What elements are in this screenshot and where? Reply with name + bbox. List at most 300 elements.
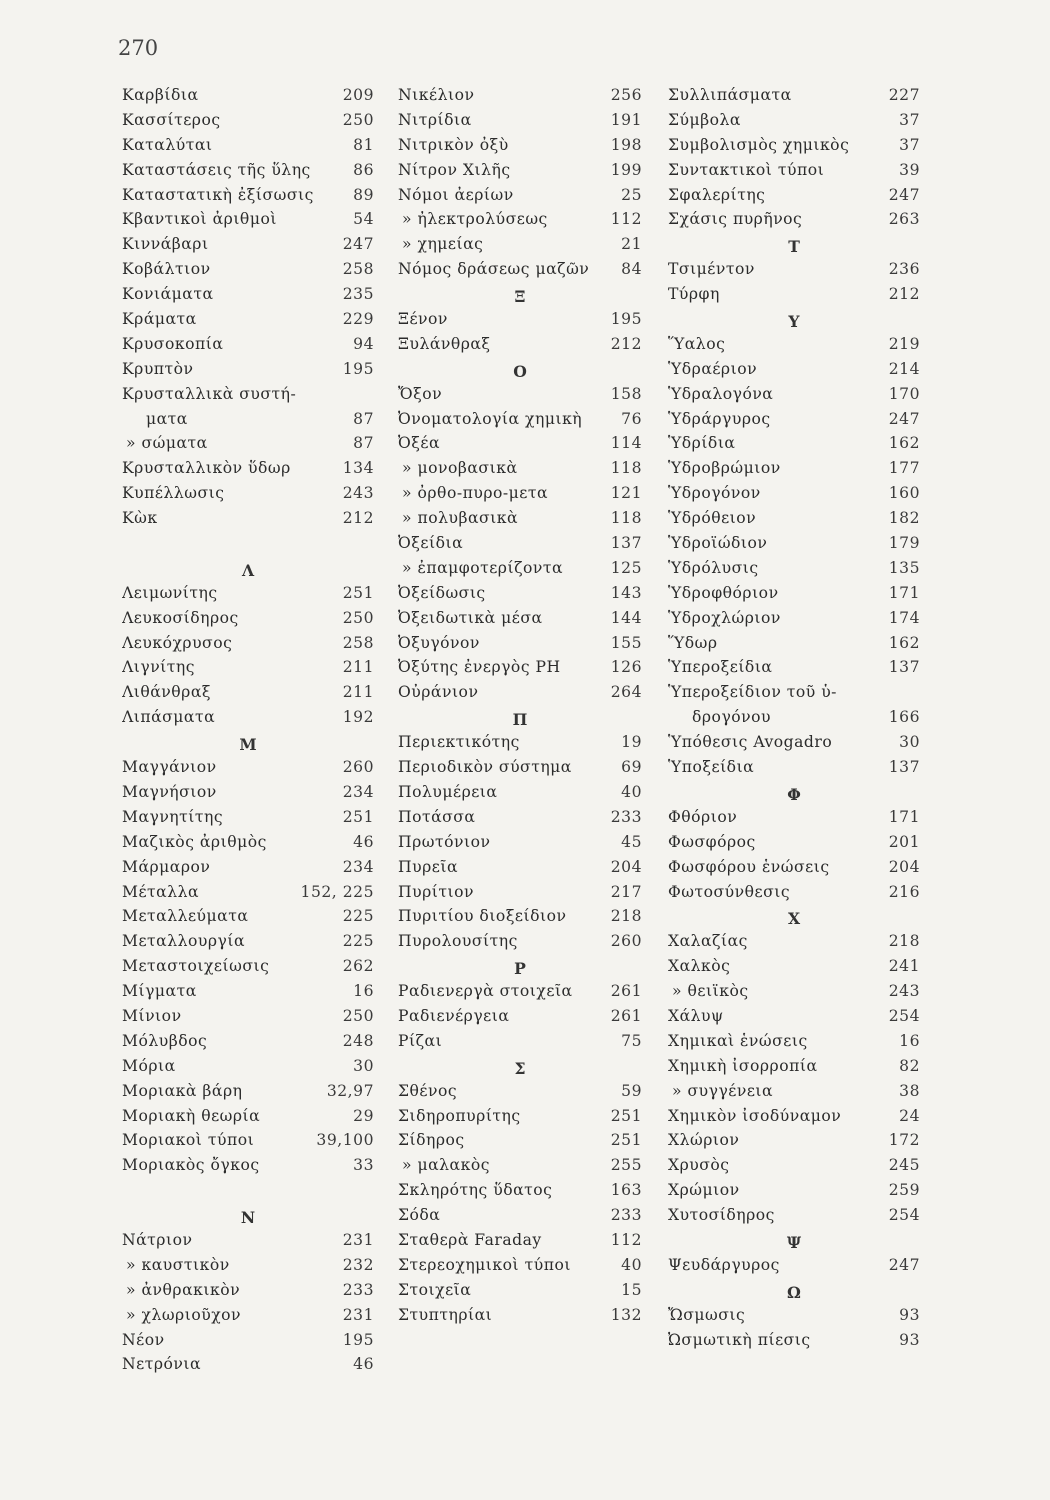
index-pages: 75 xyxy=(621,1031,642,1050)
index-entry xyxy=(668,260,920,285)
index-term: Ψευδάργυρος xyxy=(668,1255,780,1274)
index-term: Ὑδρόθειον xyxy=(668,509,757,528)
index-column-3 xyxy=(668,86,920,1355)
index-term: Ξυλάνθραξ xyxy=(398,334,491,353)
section-letter: Χ xyxy=(787,909,801,929)
index-pages: 198 xyxy=(610,135,642,154)
index-term: Ὑδροφθόριον xyxy=(668,583,779,602)
index-entry xyxy=(122,1032,374,1057)
index-pages: 39,100 xyxy=(316,1131,374,1150)
index-pages: 231 xyxy=(342,1305,374,1324)
index-pages: 214 xyxy=(888,359,920,378)
index-pages: 261 xyxy=(610,1006,642,1025)
index-term: Κρυσταλλικὰ συστή- xyxy=(122,384,297,403)
index-pages: 225 xyxy=(342,932,374,951)
index-pages: 132 xyxy=(610,1305,642,1324)
index-entry xyxy=(398,1107,642,1132)
index-term: Μόρια xyxy=(122,1056,176,1075)
index-pages: 251 xyxy=(342,807,374,826)
index-term: Φθόριον xyxy=(668,807,738,826)
section-letter: Φ xyxy=(787,784,801,804)
index-pages: 211 xyxy=(342,658,374,677)
index-entry xyxy=(398,335,642,360)
index-term: Κρυπτὸν xyxy=(122,359,194,378)
index-term: Σχάσις πυρῆνος xyxy=(668,210,803,229)
index-pages: 258 xyxy=(342,633,374,652)
index-pages: 250 xyxy=(342,1006,374,1025)
index-term: » θειϊκὸς xyxy=(672,982,749,1001)
section-letter: Ψ xyxy=(786,1232,802,1252)
index-term: Ποτάσσα xyxy=(398,807,476,826)
index-pages: 172 xyxy=(888,1131,920,1150)
index-term: Κυπέλλωσις xyxy=(122,484,225,503)
index-entry xyxy=(668,808,920,833)
index-term: Ὑδρίδια xyxy=(668,434,736,453)
index-term: Μοριακὰ βάρη xyxy=(122,1081,243,1100)
index-term: Ὀξέα xyxy=(398,434,440,453)
index-term: Ὑδράργυρος xyxy=(668,409,771,428)
index-column-1 xyxy=(122,86,374,1380)
index-entry xyxy=(668,1131,920,1156)
index-entry xyxy=(398,907,642,932)
index-pages: 37 xyxy=(899,135,920,154)
index-term: Καρβίδια xyxy=(122,86,199,104)
index-entry xyxy=(398,584,642,609)
index-entry xyxy=(398,111,642,136)
index-pages: 82 xyxy=(899,1056,920,1075)
index-pages: 255 xyxy=(610,1156,642,1175)
index-entry xyxy=(398,1007,642,1032)
index-term: » ἀνθρακικὸν xyxy=(126,1280,241,1299)
index-pages: 192 xyxy=(342,708,374,727)
index-entry xyxy=(668,1057,920,1082)
index-pages: 235 xyxy=(342,285,374,304)
index-entry xyxy=(398,186,642,211)
index-term: Σφαλερίτης xyxy=(668,185,766,204)
index-term: Ὀνοματολογία χημικὴ xyxy=(398,409,583,428)
index-term: Φωτοσύνθεσις xyxy=(668,882,791,901)
index-term: Τσιμέντον xyxy=(668,260,755,279)
index-pages: 264 xyxy=(610,683,642,702)
index-entry xyxy=(668,210,920,235)
index-pages: 118 xyxy=(610,459,642,478)
index-entry xyxy=(122,584,374,609)
index-pages: 40 xyxy=(621,1255,642,1274)
index-entry xyxy=(398,310,642,335)
index-term: Μοριακοὶ τύποι xyxy=(122,1131,255,1150)
index-pages: 59 xyxy=(621,1081,642,1100)
index-pages: 39 xyxy=(899,160,920,179)
index-entry xyxy=(668,111,920,136)
index-entry xyxy=(122,758,374,783)
index-term: Μίγματα xyxy=(122,982,197,1001)
index-pages: 126 xyxy=(610,658,642,677)
index-term: Στερεοχημικοὶ τύποι xyxy=(398,1255,571,1274)
index-pages: 112 xyxy=(610,210,642,229)
index-pages: 30 xyxy=(353,1056,374,1075)
index-entry xyxy=(398,883,642,908)
index-pages: 260 xyxy=(610,932,642,951)
index-entry xyxy=(668,1306,920,1331)
index-term: Ὑδροϊώδιον xyxy=(668,534,768,553)
index-pages: 46 xyxy=(353,832,374,851)
index-term: Ὠσμωτικὴ πίεσις xyxy=(668,1330,811,1349)
index-term: Συλλιπάσματα xyxy=(668,86,792,104)
index-term: Ὀξείδια xyxy=(398,534,464,553)
index-entry xyxy=(122,360,374,385)
index-pages: 229 xyxy=(342,310,374,329)
index-pages: 212 xyxy=(610,334,642,353)
index-entry xyxy=(122,1331,374,1356)
index-pages: 112 xyxy=(610,1230,642,1249)
index-entry xyxy=(122,86,374,111)
index-entry xyxy=(122,285,374,310)
index-pages: 199 xyxy=(610,160,642,179)
index-term: Ὑδραλογόνα xyxy=(668,384,774,403)
index-term: Ὑδρόλυσις xyxy=(668,558,759,577)
index-pages: 38 xyxy=(899,1081,920,1100)
index-pages: 118 xyxy=(610,509,642,528)
index-pages: 209 xyxy=(342,86,374,104)
index-pages: 195 xyxy=(342,359,374,378)
index-term: Πυριτίου διοξείδιον xyxy=(398,907,567,926)
index-entry xyxy=(122,1256,374,1281)
index-entry xyxy=(668,1007,920,1032)
index-entry xyxy=(122,186,374,211)
index-term: Λιπάσματα xyxy=(122,708,216,727)
index-term: Ρίζαι xyxy=(398,1031,443,1050)
index-entry xyxy=(398,1181,642,1206)
index-pages: 243 xyxy=(342,484,374,503)
index-term: Χρώμιον xyxy=(668,1181,740,1200)
index-entry xyxy=(398,1032,642,1057)
index-entry xyxy=(398,609,642,634)
index-term: Νόμοι ἀερίων xyxy=(398,185,514,204)
index-entry xyxy=(398,858,642,883)
spacer xyxy=(122,1181,374,1206)
index-entry xyxy=(122,982,374,1007)
section-letter: Τ xyxy=(788,237,800,257)
index-entry xyxy=(668,335,920,360)
index-entry xyxy=(668,957,920,982)
index-pages: 247 xyxy=(888,185,920,204)
index-term: Κβαντικοὶ ἀριθμοὶ xyxy=(122,210,277,229)
index-pages: 84 xyxy=(621,260,642,279)
index-pages: 216 xyxy=(888,882,920,901)
index-term: Μέταλλα xyxy=(122,882,199,901)
index-entry xyxy=(122,410,374,435)
index-entry xyxy=(122,658,374,683)
index-pages: 76 xyxy=(621,409,642,428)
index-entry xyxy=(398,932,642,957)
index-pages: 251 xyxy=(610,1106,642,1125)
index-entry xyxy=(668,833,920,858)
index-term: Χαλαζίας xyxy=(668,932,748,951)
index-term: Περιοδικὸν σύστημα xyxy=(398,758,572,777)
index-entry xyxy=(398,758,642,783)
index-pages: 114 xyxy=(610,434,642,453)
index-entry xyxy=(398,410,642,435)
index-entry xyxy=(668,733,920,758)
index-entry xyxy=(122,957,374,982)
index-entry xyxy=(398,235,642,260)
index-pages: 217 xyxy=(610,882,642,901)
index-pages: 248 xyxy=(342,1031,374,1050)
index-entry xyxy=(398,434,642,459)
index-pages: 177 xyxy=(888,459,920,478)
index-pages: 234 xyxy=(342,857,374,876)
index-entry xyxy=(398,1231,642,1256)
index-pages: 232 xyxy=(342,1255,374,1274)
index-pages: 263 xyxy=(888,210,920,229)
index-entry xyxy=(122,484,374,509)
index-pages: 204 xyxy=(888,857,920,876)
index-entry xyxy=(398,808,642,833)
index-pages: 241 xyxy=(888,957,920,976)
index-entry xyxy=(122,260,374,285)
index-pages: 19 xyxy=(621,733,642,752)
index-pages: 29 xyxy=(353,1106,374,1125)
index-pages: 94 xyxy=(353,334,374,353)
index-entry xyxy=(398,1281,642,1306)
index-entry xyxy=(398,534,642,559)
index-pages: 125 xyxy=(610,558,642,577)
index-entry xyxy=(668,1156,920,1181)
index-entry xyxy=(398,161,642,186)
index-pages: 81 xyxy=(353,135,374,154)
index-entry xyxy=(122,1281,374,1306)
index-pages: 137 xyxy=(888,758,920,777)
index-term: Μοριακὴ θεωρία xyxy=(122,1106,261,1125)
index-term: Ὑποξείδια xyxy=(668,758,755,777)
index-entry xyxy=(398,509,642,534)
index-entry xyxy=(122,136,374,161)
index-entry xyxy=(668,708,920,733)
index-term: Μαζικὸς ἀριθμὸς xyxy=(122,832,267,851)
index-term: Σόδα xyxy=(398,1206,441,1225)
index-term: Πολυμέρεια xyxy=(398,782,498,801)
index-pages: 260 xyxy=(342,758,374,777)
index-entry xyxy=(668,285,920,310)
index-term: » σώματα xyxy=(126,434,208,453)
index-entry xyxy=(122,907,374,932)
index-entry xyxy=(122,883,374,908)
index-pages: 262 xyxy=(342,957,374,976)
index-entry xyxy=(668,161,920,186)
index-term: Ὑδροβρώμιον xyxy=(668,459,781,478)
index-term: Λιγνίτης xyxy=(122,658,195,677)
index-term: Μίνιον xyxy=(122,1006,182,1025)
index-pages: 212 xyxy=(888,285,920,304)
index-pages: 155 xyxy=(610,633,642,652)
index-pages: 233 xyxy=(610,1206,642,1225)
index-entry xyxy=(398,733,642,758)
index-pages: 144 xyxy=(610,608,642,627)
index-term: Οὐράνιον xyxy=(398,683,479,702)
index-term: ματα xyxy=(146,409,188,428)
index-entry xyxy=(398,484,642,509)
index-entry xyxy=(122,161,374,186)
index-entry xyxy=(668,658,920,683)
index-entry xyxy=(398,1306,642,1331)
index-entry xyxy=(122,335,374,360)
index-entry xyxy=(668,634,920,659)
index-term: Σταθερὰ Faraday xyxy=(398,1230,542,1249)
index-term: Ὑπόθεσις Avogadro xyxy=(668,733,833,752)
index-term: Χλώριον xyxy=(668,1131,740,1150)
index-term: Μαγνήσιον xyxy=(122,782,217,801)
index-entry xyxy=(122,310,374,335)
index-term: Μεταλλουργία xyxy=(122,932,245,951)
index-entry xyxy=(122,858,374,883)
index-term: Ὑπεροξείδια xyxy=(668,658,773,677)
index-pages: 254 xyxy=(888,1006,920,1025)
index-pages: 15 xyxy=(621,1280,642,1299)
section-letter: Μ xyxy=(239,735,257,755)
index-pages: 247 xyxy=(888,1255,920,1274)
index-entry xyxy=(668,932,920,957)
index-term: Ξένον xyxy=(398,310,448,329)
index-term: Ὀξύτης ἐνεργὸς PH xyxy=(398,658,561,677)
index-term: Τύρφη xyxy=(668,285,720,304)
index-term: Περιεκτικότης xyxy=(398,733,520,752)
index-entry xyxy=(668,982,920,1007)
index-pages: 225 xyxy=(342,907,374,926)
section-letter: Υ xyxy=(788,312,800,332)
index-entry xyxy=(668,609,920,634)
index-entry xyxy=(668,509,920,534)
index-pages: 195 xyxy=(342,1330,374,1349)
index-pages: 45 xyxy=(621,832,642,851)
index-term: Κασσίτερος xyxy=(122,110,221,129)
index-term: Κράματα xyxy=(122,310,197,329)
index-term: Φωσφόρου ἑνώσεις xyxy=(668,857,830,876)
index-term: Ὑδρογόνον xyxy=(668,484,761,503)
index-pages: 93 xyxy=(899,1330,920,1349)
index-pages: 182 xyxy=(888,509,920,528)
index-term: Στυπτηρίαι xyxy=(398,1305,493,1324)
index-term: Σίδηρος xyxy=(398,1131,465,1150)
index-entry xyxy=(668,360,920,385)
index-entry xyxy=(398,982,642,1007)
index-pages: 174 xyxy=(888,608,920,627)
index-entry xyxy=(668,1256,920,1281)
index-pages: 171 xyxy=(888,807,920,826)
index-term: Ὑπεροξείδιον τοῦ ὑ- xyxy=(668,683,837,702)
index-term: Φωσφόρος xyxy=(668,832,756,851)
section-letter: Π xyxy=(512,710,528,730)
index-entry xyxy=(668,1107,920,1132)
index-term: Ὤσμωσις xyxy=(668,1305,746,1324)
index-pages: 191 xyxy=(610,110,642,129)
index-term: » ὀρθο-πυρο-μετα xyxy=(402,484,549,503)
index-term: Μαγγάνιον xyxy=(122,758,217,777)
index-term: Πυρολουσίτης xyxy=(398,932,518,951)
index-term: » ἠλεκτρολύσεως xyxy=(402,210,548,229)
index-pages: 250 xyxy=(342,608,374,627)
index-pages: 25 xyxy=(621,185,642,204)
index-pages: 233 xyxy=(342,1280,374,1299)
index-term: Μάρμαρον xyxy=(122,857,211,876)
section-letter: Ξ xyxy=(514,287,526,307)
index-pages: 21 xyxy=(621,235,642,254)
index-pages: 134 xyxy=(342,459,374,478)
index-entry xyxy=(122,808,374,833)
index-entry xyxy=(398,1156,642,1181)
index-entry xyxy=(398,260,642,285)
index-entry xyxy=(398,210,642,235)
index-entry xyxy=(398,136,642,161)
section-letter: Σ xyxy=(514,1058,526,1078)
index-term: Κὼκ xyxy=(122,509,158,528)
index-entry xyxy=(668,858,920,883)
index-entry xyxy=(668,559,920,584)
index-term: Ὑδραέριον xyxy=(668,359,758,378)
index-entry xyxy=(668,758,920,783)
index-term: Μοριακὸς ὄγκος xyxy=(122,1156,260,1175)
index-entry xyxy=(122,1007,374,1032)
index-term: Χημικὸν ἰσοδύναμον xyxy=(668,1106,842,1125)
index-term: Κονιάματα xyxy=(122,285,214,304)
index-entry xyxy=(668,584,920,609)
index-term: Συμβολισμὸς χημικὸς xyxy=(668,135,850,154)
index-entry xyxy=(668,385,920,410)
index-entry xyxy=(668,434,920,459)
index-entry xyxy=(668,186,920,211)
index-term: Χρυσὸς xyxy=(668,1156,730,1175)
index-term: Κρυσταλλικὸν ὕδωρ xyxy=(122,459,291,478)
index-term: Συντακτικοὶ τύποι xyxy=(668,160,825,179)
index-pages: 251 xyxy=(610,1131,642,1150)
spacer xyxy=(122,534,374,559)
index-term: Καταστάσεις τῆς ὕλης xyxy=(122,160,311,179)
index-pages: 218 xyxy=(610,907,642,926)
index-term: Νίτρον Χιλῆς xyxy=(398,160,511,179)
index-pages: 46 xyxy=(353,1355,374,1374)
index-pages: 160 xyxy=(888,484,920,503)
page-number: 270 xyxy=(118,36,159,60)
index-entry xyxy=(668,410,920,435)
index-entry xyxy=(122,111,374,136)
index-term: Χάλυψ xyxy=(668,1006,724,1025)
index-pages: 247 xyxy=(888,409,920,428)
index-term: Πρωτόνιον xyxy=(398,832,491,851)
index-pages: 40 xyxy=(621,782,642,801)
index-pages: 135 xyxy=(888,558,920,577)
index-entry xyxy=(122,1082,374,1107)
index-pages: 32,97 xyxy=(326,1081,374,1100)
index-term: Ραδιενεργὰ στοιχεῖα xyxy=(398,982,573,1001)
index-entry xyxy=(398,833,642,858)
index-pages: 93 xyxy=(899,1305,920,1324)
index-pages: 30 xyxy=(899,733,920,752)
index-pages: 245 xyxy=(888,1156,920,1175)
index-entry xyxy=(668,136,920,161)
index-entry xyxy=(398,783,642,808)
index-pages: 234 xyxy=(342,782,374,801)
index-term: Στοιχεῖα xyxy=(398,1280,472,1299)
index-pages: 69 xyxy=(621,758,642,777)
index-entry xyxy=(398,1082,642,1107)
index-term: Νάτριον xyxy=(122,1230,193,1249)
index-pages: 16 xyxy=(353,982,374,1001)
index-entry xyxy=(122,434,374,459)
index-pages: 143 xyxy=(610,583,642,602)
index-entry xyxy=(668,883,920,908)
section-letter: Λ xyxy=(241,560,255,580)
index-entry xyxy=(668,459,920,484)
index-term: Ὀξείδωσις xyxy=(398,583,486,602)
